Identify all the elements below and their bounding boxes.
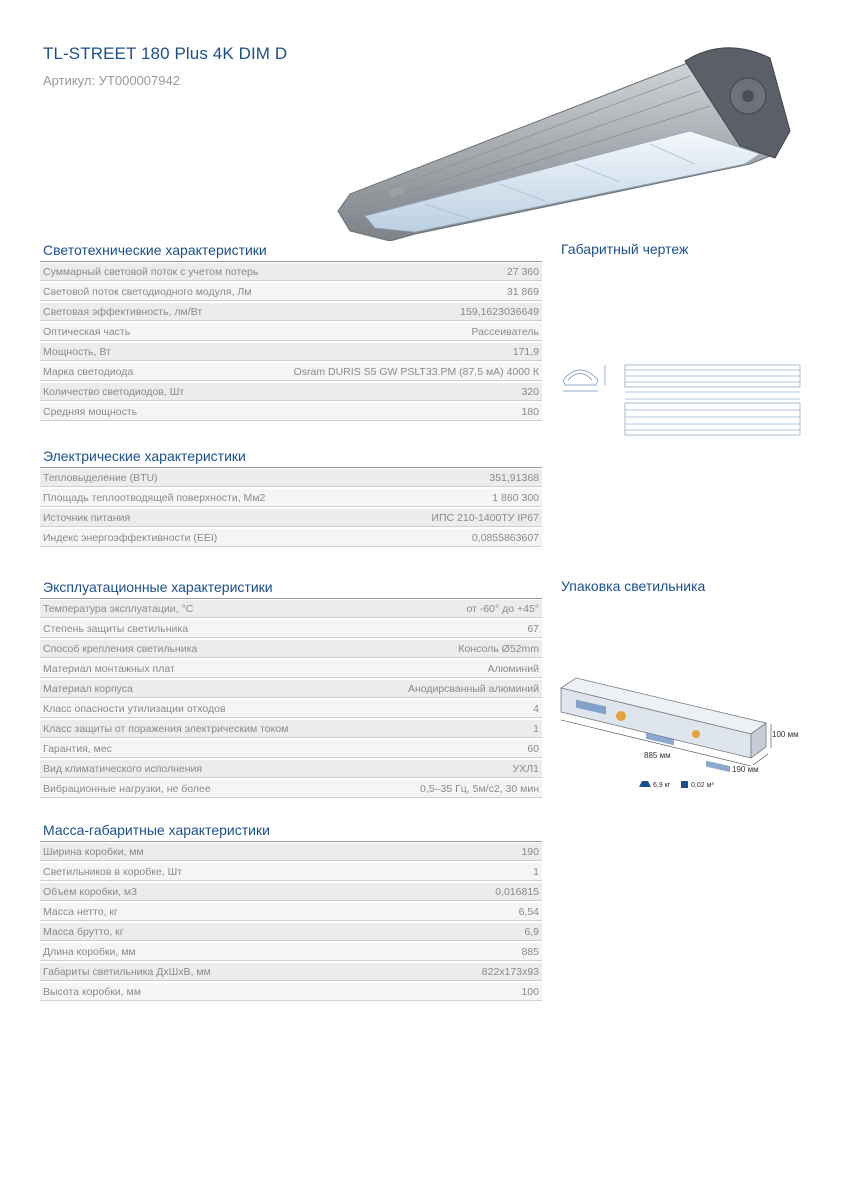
spec-value: Рассеиватель [471,325,539,338]
spec-label: Способ крепления светильника [43,642,198,655]
spec-label: Материал корпуса [43,682,133,695]
spec-row [40,323,542,341]
spec-label: Масса брутто, кг [43,925,124,938]
section-title: Электрические характеристики [40,446,542,468]
spec-row [40,363,542,381]
spec-value: 0,5–35 Гц, 5м/с2, 30 мин [420,782,539,795]
spec-value: Osram DURIS S5 GW PSLT33.PM (87,5 мА) 4000 К [293,365,539,378]
spec-label: Количество светодиодов, Шт [43,385,185,398]
section-title: Эксплуатационные характеристики [40,577,542,599]
spec-value: 885 [521,945,539,958]
spec-row [40,489,542,507]
spec-label: Площадь теплоотводящей поверхности, Мм2 [43,491,266,504]
spec-value: 180 [521,405,539,418]
spec-rows [40,263,542,421]
spec-value: 60 [527,742,539,755]
spec-value: 171,9 [512,345,539,358]
spec-label: Гарантия, мес [43,742,112,755]
spec-rows [40,600,542,798]
spec-label: Высота коробки, мм [43,985,141,998]
spec-label: Масса нетто, кг [43,905,118,918]
weight-icon [639,781,651,787]
section-title: Светотехнические характеристики [40,240,542,262]
spec-label: Индекс энергоэффективности (EEI) [43,531,218,544]
spec-label: Вибрационные нагрузки, не более [43,782,211,795]
spec-value: Консоль Ø52mm [458,642,539,655]
spec-row [40,700,542,718]
spec-row [40,740,542,758]
spec-value: ИПС 210-1400ТУ IP67 [431,511,539,524]
spec-row [40,509,542,527]
spec-value: 351,91368 [489,471,539,484]
bottom-view [625,399,800,435]
drawing-title: Габаритный чертеж [561,241,689,257]
spec-label: Объем коробки, м3 [43,885,137,898]
spec-row [40,403,542,421]
spec-row [40,469,542,487]
spec-value: 1 [533,865,539,878]
spec-value: от -60° до +45° [466,602,539,615]
spec-row [40,680,542,698]
spec-row [40,843,542,861]
spec-row [40,903,542,921]
spec-row [40,983,542,1001]
spec-label: Класс защиты от поражения электрическим током [43,722,289,735]
spec-label: Габариты светильника ДхШхВ, мм [43,965,211,978]
package-weight-label: 6,9 кг [653,782,671,789]
spec-value: 320 [521,385,539,398]
volume-icon [681,781,688,788]
spec-row [40,383,542,401]
spec-value: 4 [533,702,539,715]
electric-specs-section [40,446,542,549]
spec-value: 1 [533,722,539,735]
end-view [563,365,605,391]
mass-specs-section [40,820,542,1003]
spec-value: 67 [527,622,539,635]
spec-label: Светильников в коробке, Шт [43,865,183,878]
spec-row [40,863,542,881]
package-image [556,668,806,796]
spec-value: 31 869 [506,285,539,298]
article-number: Артикул: УТ000007942 [43,73,180,88]
spec-label: Тепловыделение (BTU) [43,471,158,484]
spec-row [40,660,542,678]
package-width-label: 190 мм [732,765,759,774]
luminaire-image [330,36,800,241]
spec-value: 1 860 300 [492,491,539,504]
spec-value: 0,016815 [495,885,539,898]
spec-label: Оптическая часть [43,325,131,338]
package-length-label: 885 мм [644,751,671,760]
spec-label: Материал монтажных плат [43,662,175,675]
spec-row [40,600,542,618]
spec-row [40,283,542,301]
spec-row [40,263,542,281]
spec-value: 0,0855863607 [471,531,539,544]
product-title: TL-STREET 180 Plus 4K DIM D [43,44,288,63]
spec-row [40,883,542,901]
operation-specs-section [40,577,542,800]
section-title: Масса-габаритные характеристики [40,820,542,842]
spec-row [40,720,542,738]
spec-value: 27 360 [506,265,539,278]
spec-label: Световая эффективность, лм/Вт [43,305,203,318]
spec-row [40,780,542,798]
spec-row [40,760,542,778]
spec-row [40,943,542,961]
spec-label: Класс опасности утилизации отходов [43,702,226,715]
spec-value: УХЛ1 [512,762,539,775]
spec-value: Анодирсванный алюминий [407,682,539,695]
spec-label: Источник питания [43,511,131,524]
spec-value: 190 [521,845,539,858]
spec-row [40,963,542,981]
spec-value: 822x173x93 [481,965,539,978]
spec-label: Средняя мощность [43,405,138,418]
spec-value: 6,54 [518,905,539,918]
spec-row [40,343,542,361]
spec-label: Световой поток светодиодного модуля, Лм [43,285,252,298]
package-volume-label: 0,02 м³ [691,782,714,789]
package-height-label: 100 мм [772,730,799,739]
spec-label: Ширина коробки, мм [43,845,144,858]
spec-value: 6,9 [524,925,539,938]
spec-label: Марка светодиода [43,365,134,378]
spec-label: Вид климатического исполнения [43,762,203,775]
spec-label: Степень защиты светильника [43,622,189,635]
spec-label: Суммарный световой поток с учетом потерь [43,265,259,278]
spec-label: Мощность, Вт [43,345,111,358]
spec-label: Длина коробки, мм [43,945,136,958]
spec-row [40,529,542,547]
spec-value: 100 [521,985,539,998]
package-title: Упаковка светильника [561,578,706,594]
spec-row [40,620,542,638]
spec-row [40,303,542,321]
spec-rows [40,843,542,1001]
spec-value: 159,1623036649 [460,305,539,318]
spec-rows [40,469,542,547]
spec-label: Температура эксплуатации, °C [43,602,194,615]
dimension-drawing [560,355,805,440]
light-specs-section [40,240,542,423]
side-view [625,365,800,392]
spec-value: Алюминий [487,662,539,675]
spec-row [40,923,542,941]
spec-row [40,640,542,658]
